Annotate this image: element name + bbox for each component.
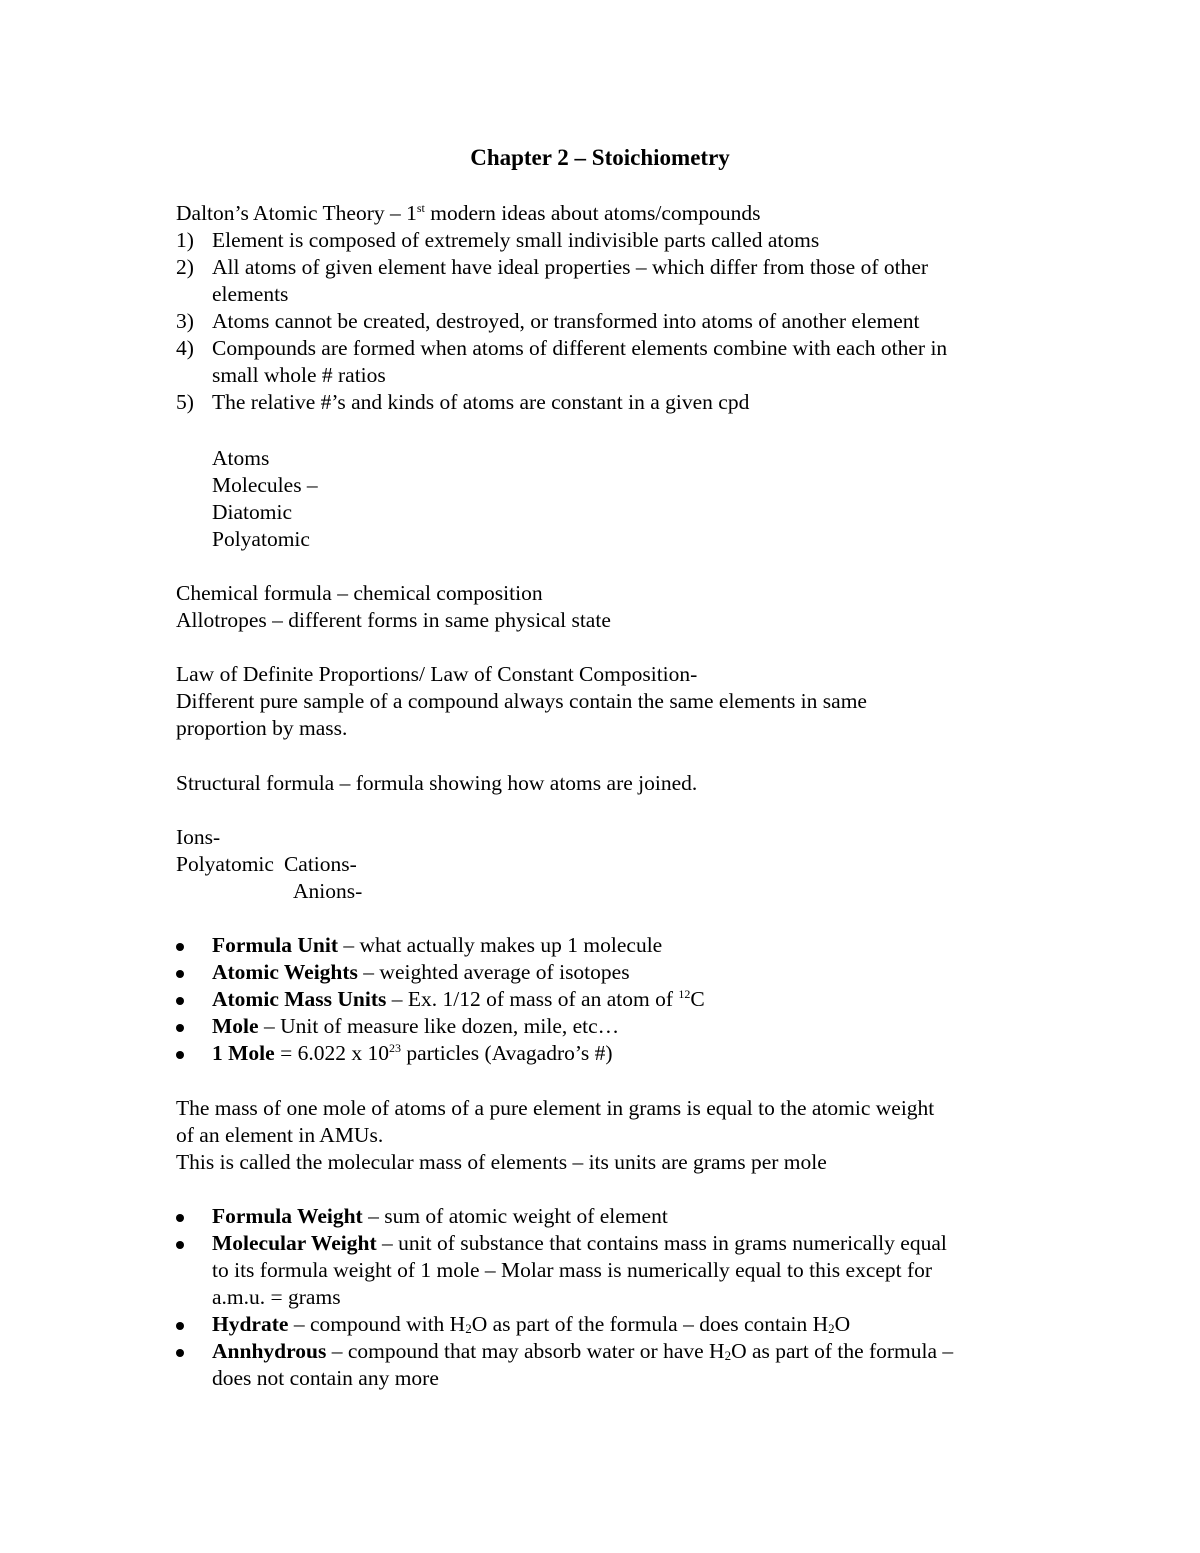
dalton-item-1 (176, 227, 1036, 254)
law-heading: Law of Definite Proportions/ Law of Constant Composition- (176, 662, 698, 686)
law-section (176, 661, 1036, 742)
term: Molecular Weight (212, 1231, 377, 1255)
dalton-heading (176, 200, 1036, 227)
bullet-hydrate (176, 1311, 1036, 1338)
bullet-icon (176, 943, 184, 951)
particle-molecules: Molecules – (212, 473, 318, 497)
term: Atomic Mass Units (212, 987, 387, 1011)
structural-formula-line: Structural formula – formula showing how atoms are joined. (176, 771, 698, 795)
definition-end: O (834, 1312, 851, 1336)
term: Hydrate (212, 1312, 289, 1336)
bullet-icon (176, 1024, 184, 1032)
mass-text-1: The mass of one mole of atoms of a pure element in grams is equal to the atomic weight (176, 1096, 935, 1120)
definition: – Ex. 1/12 of mass of an atom of (386, 987, 679, 1011)
particle-diatomic: Diatomic (212, 500, 293, 524)
dalton-item-3 (176, 308, 1036, 335)
ions-polyatomic-row (176, 851, 1036, 878)
bullet-formula-weight (176, 1203, 1036, 1230)
definition: = 6.022 x 10 (274, 1041, 389, 1065)
term: Formula Weight (212, 1204, 363, 1228)
law-text: Different pure sample of a compound always contain the same elements in same (176, 689, 867, 713)
chemical-formula-line: Chemical formula – chemical composition (176, 581, 543, 605)
ions-cations: Cations- (283, 852, 357, 876)
structural-section (176, 770, 1036, 797)
dalton-heading-sup: st (416, 200, 425, 215)
item-text: The relative #’s and kinds of atoms are constant in a given cpd (212, 390, 750, 414)
term: 1 Mole (212, 1041, 275, 1065)
definition: – unit of substance that contains mass in grams numerically equal (376, 1231, 947, 1255)
item-text: Compounds are formed when atoms of different elements combine with each other in (212, 336, 948, 360)
allotropes-line: Allotropes – different forms in same physical state (176, 608, 611, 632)
bullet-icon (176, 1214, 184, 1222)
item-number: 4) (176, 336, 194, 360)
dalton-heading-pre: Dalton’s Atomic Theory – 1 (176, 201, 417, 225)
bullet-icon (176, 1349, 184, 1357)
definition-mid: O as part of the formula – does contain H (471, 1312, 829, 1336)
mass-text-3: This is called the molecular mass of elements – its units are grams per mole (176, 1150, 827, 1174)
bullet-anhydrous (176, 1338, 1036, 1392)
bullet-atomic-mass-units (176, 986, 1036, 1013)
bullet-icon (176, 1322, 184, 1330)
superscript: 23 (388, 1040, 401, 1055)
mass-paragraph (176, 1095, 1036, 1176)
item-number: 3) (176, 309, 194, 333)
bullet-molecular-weight (176, 1230, 1036, 1311)
term: Atomic Weights (212, 960, 358, 984)
definition: – Unit of measure like dozen, mile, etc… (258, 1014, 620, 1038)
ions-section (176, 824, 1036, 905)
bullet-mole (176, 1013, 1036, 1040)
term: Annhydrous (212, 1339, 327, 1363)
term: Mole (212, 1014, 259, 1038)
dalton-item-4 (176, 335, 1036, 389)
item-text-cont: small whole # ratios (212, 363, 386, 387)
bullet-icon (176, 997, 184, 1005)
definition: – compound with H (288, 1312, 466, 1336)
particle-list (176, 445, 1036, 553)
formula-section (176, 580, 1036, 634)
definition: – compound that may absorb water or have H (326, 1339, 725, 1363)
item-text: All atoms of given element have ideal properties – which differ from those of other (212, 255, 929, 279)
item-number: 1) (176, 228, 194, 252)
definition-mid: O as part of the formula – (731, 1339, 954, 1363)
definition-cont-2: a.m.u. = grams (212, 1285, 341, 1309)
bullet-atomic-weights (176, 959, 1036, 986)
definition-cont: to its formula weight of 1 mole – Molar mass is numerically equal to this except for (212, 1258, 933, 1282)
subscript: 2 (828, 1321, 835, 1336)
subscript: 2 (724, 1348, 732, 1363)
ions-polyatomic: Polyatomic (176, 852, 274, 876)
definition: – what actually makes up 1 molecule (338, 933, 663, 957)
definition-end: particles (Avagadro’s #) (400, 1041, 613, 1065)
item-number: 2) (176, 255, 194, 279)
page-title: Chapter 2 – Stoichiometry (470, 145, 730, 170)
particle-polyatomic: Polyatomic (212, 527, 310, 551)
definition-cont: does not contain any more (212, 1366, 439, 1390)
dalton-item-2 (176, 254, 1036, 308)
bullet-one-mole (176, 1040, 1036, 1067)
item-text: Atoms cannot be created, destroyed, or transformed into atoms of another element (212, 309, 920, 333)
law-text-cont: proportion by mass. (176, 716, 348, 740)
dalton-section (176, 200, 1036, 416)
bullet-formula-unit (176, 932, 1036, 959)
mass-text-2: of an element in AMUs. (176, 1123, 384, 1147)
dalton-heading-post: modern ideas about atoms/compounds (424, 201, 761, 225)
subscript: 2 (465, 1321, 472, 1336)
ions-anions: Anions- (293, 879, 363, 903)
definitions-list-2 (176, 1203, 1036, 1392)
item-text-cont: elements (212, 282, 289, 306)
bullet-icon (176, 970, 184, 978)
definition: – sum of atomic weight of element (362, 1204, 668, 1228)
ions-heading: Ions- (176, 825, 221, 849)
definitions-list-1 (176, 932, 1036, 1067)
bullet-icon (176, 1241, 184, 1249)
item-text: Element is composed of extremely small indivisible parts called atoms (212, 228, 820, 252)
definition-end: C (690, 987, 705, 1011)
superscript: 12 (678, 986, 691, 1001)
item-number: 5) (176, 390, 194, 414)
definition: – weighted average of isotopes (357, 960, 630, 984)
bullet-icon (176, 1051, 184, 1059)
term: Formula Unit (212, 933, 339, 957)
dalton-item-5 (176, 389, 1036, 416)
particle-atoms: Atoms (212, 446, 270, 470)
